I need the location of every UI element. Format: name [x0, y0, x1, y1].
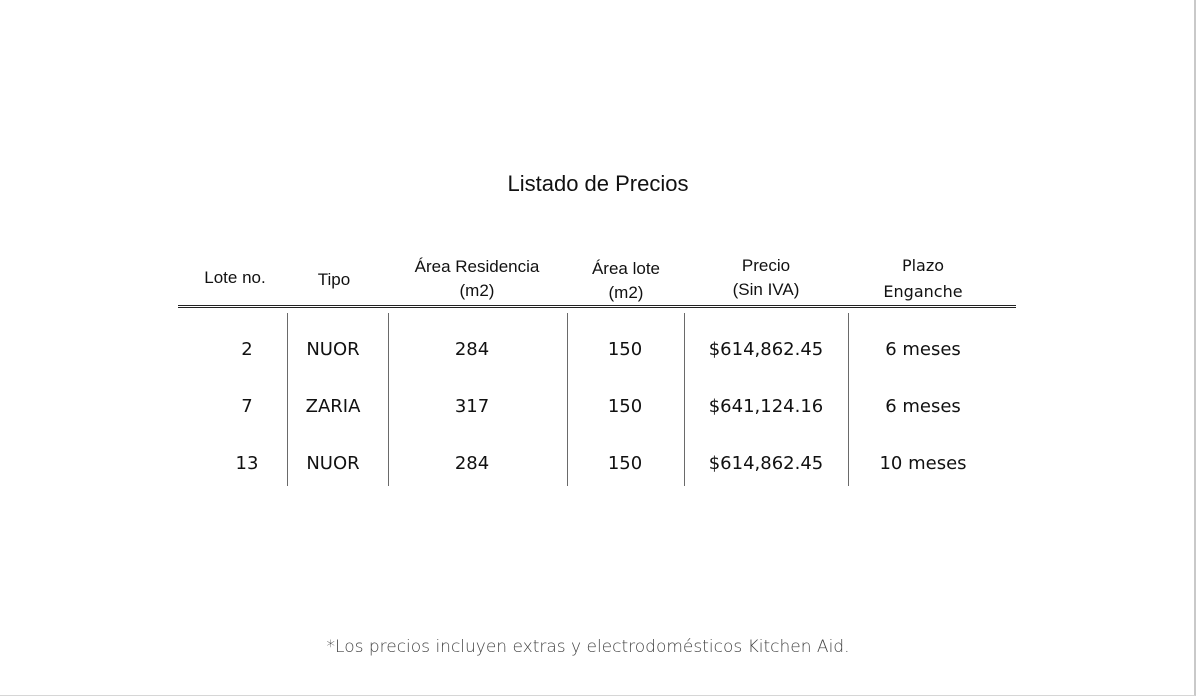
header-area-residencia-unit: (m2)	[459, 281, 495, 300]
cell-precio: $614,862.45	[708, 453, 824, 474]
header-area-residencia-label: Área Residencia	[414, 257, 540, 276]
header-plazo-label: Plazo	[901, 256, 945, 275]
cell-precio: $614,862.45	[708, 339, 824, 360]
header-lote	[190, 266, 280, 290]
cell-tipo: NUOR	[306, 453, 360, 474]
cell-area-lote: 150	[607, 396, 643, 417]
page-title: Listado de Precios	[507, 171, 689, 196]
header-tipo-label: Tipo	[317, 270, 351, 289]
column-divider	[848, 313, 849, 486]
footnote: *Los precios incluyen extras y electrodomésticos Kitchen Aid.	[326, 637, 850, 657]
cell-precio: $641,124.16	[708, 396, 824, 417]
column-divider	[287, 313, 288, 486]
header-plazo	[858, 253, 988, 305]
header-precio-label: Precio	[741, 256, 791, 275]
header-lote-label: Lote no.	[204, 268, 266, 287]
header-area-lote	[570, 257, 682, 305]
cell-area-residencia: 317	[454, 396, 490, 417]
header-plazo-sub: Enganche	[883, 282, 963, 301]
cell-lote: 7	[241, 396, 253, 417]
cell-area-residencia: 284	[454, 339, 490, 360]
cell-plazo: 6 meses	[885, 339, 961, 360]
cell-area-lote: 150	[607, 453, 643, 474]
column-divider	[684, 313, 685, 486]
cell-plazo: 10 meses	[879, 453, 967, 474]
cell-plazo: 6 meses	[885, 396, 961, 417]
column-divider	[567, 313, 568, 486]
cell-tipo: ZARIA	[305, 396, 361, 417]
cell-lote: 2	[241, 339, 253, 360]
header-precio-note: (Sin IVA)	[732, 280, 800, 299]
header-area-lote-label: Área lote	[591, 259, 661, 278]
column-divider	[388, 313, 389, 486]
header-precio	[690, 254, 842, 302]
cell-area-residencia: 284	[454, 453, 490, 474]
cell-tipo: NUOR	[306, 339, 360, 360]
header-rule	[178, 305, 1016, 308]
cell-lote: 13	[235, 453, 259, 474]
header-area-residencia	[392, 255, 562, 303]
header-area-lote-unit: (m2)	[608, 283, 644, 302]
header-tipo	[294, 268, 374, 292]
cell-area-lote: 150	[607, 339, 643, 360]
